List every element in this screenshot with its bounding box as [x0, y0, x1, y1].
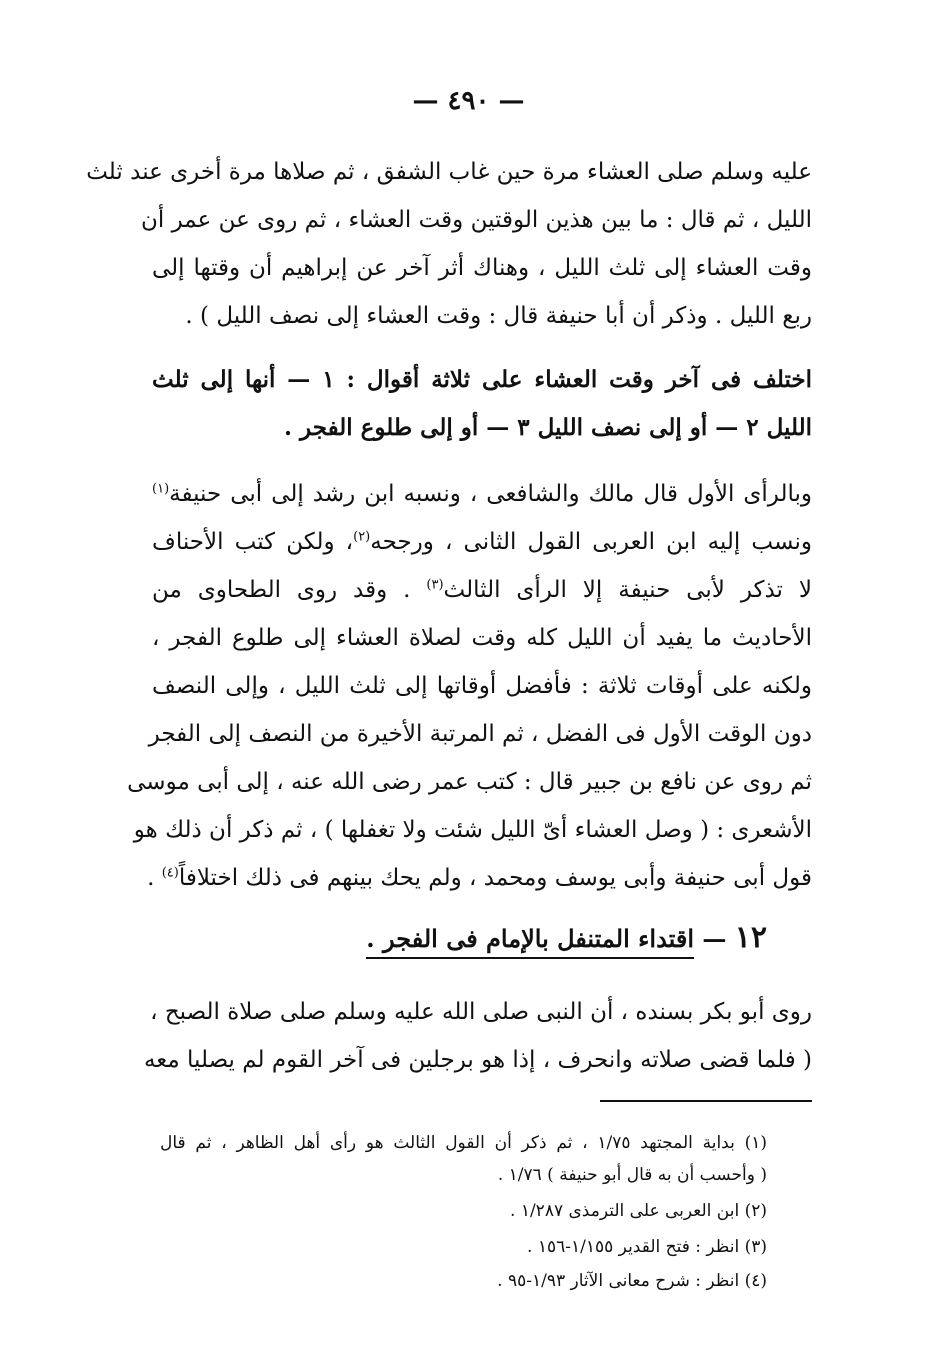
line-text: ، ولكن كتب الأحناف — [152, 529, 354, 555]
paragraph-3 — [127, 470, 813, 902]
text-line — [152, 518, 812, 566]
text-line: دون الوقت الأول فى الفضل ، ثم المرتبة الأخيرة من النصف إلى الفجر — [148, 721, 812, 747]
paragraph-4 — [143, 988, 812, 1084]
text-line: الليل ٢ — أو إلى نصف الليل ٣ — أو إلى طلوع الفجر . — [284, 414, 812, 441]
section-dash: — — [702, 924, 727, 953]
line-text: قول أبى حنيفة وأبى يوسف ومحمد ، ولم يحك بينهم فى ذلك اختلافاً — [178, 865, 812, 891]
text-line: وقت العشاء إلى ثلث الليل ، وهناك أثر آخر عن إبراهيم أن وقتها إلى — [152, 255, 812, 281]
text-line — [147, 854, 812, 902]
section-heading — [366, 920, 767, 966]
footnote-divider — [600, 1100, 812, 1102]
line-text: ونسب إليه ابن العربى القول الثانى ، ورجحه — [370, 529, 813, 555]
paragraph-1 — [86, 148, 812, 340]
footnote-1: (١) بداية المجتهد ١/٧٥ ، ثم ذكر أن القول الثالث هو رأى أهل الظاهر ، ثم قال — [160, 1133, 767, 1153]
footnote-2: (٢) ابن العربى على الترمذى ١/٢٨٧ . — [510, 1201, 767, 1221]
footnote-ref: (٤) — [161, 865, 179, 881]
line-text: . وقد روى الطحاوى من — [152, 577, 427, 603]
text-line: روى أبو بكر بسنده ، أن النبى صلى الله عليه وسلم صلى صلاة الصبح ، — [150, 999, 812, 1025]
section-number: ١٢ — [734, 920, 767, 955]
text-line — [152, 566, 812, 614]
text-line: ثم روى عن نافع بن جبير قال : كتب عمر رضى الله عنه ، إلى أبى موسى — [127, 769, 812, 795]
footnote-ref: (٢) — [353, 529, 371, 545]
footnote-ref: (١) — [152, 481, 170, 497]
text-line: ولكنه على أوقات ثلاثة : فأفضل أوقاتها إلى ثلث الليل ، وإلى النصف — [152, 673, 812, 699]
line-text: لا تذكر لأبى حنيفة إلا الرأى الثالث — [443, 577, 812, 603]
line-text: . — [147, 865, 162, 891]
text-line: الليل ، ثم قال : ما بين هذين الوقتين وقت العشاء ، ثم روى عن عمر أن — [141, 207, 812, 233]
text-line: الأشعرى : ( وصل العشاء أىّ الليل شئت ولا تغفلها ) ، ثم ذكر أن ذلك هو — [133, 817, 812, 843]
text-line — [152, 470, 812, 518]
footnote-4: (٤) انظر : شرح معانى الآثار ١/٩٣-٩٥ . — [497, 1271, 767, 1291]
text-line: عليه وسلم صلى العشاء مرة حين غاب الشفق ، ثم صلاها مرة أخرى عند ثلث — [86, 159, 812, 185]
footnote-3: (٣) انظر : فتح القدير ١/١٥٥-١٥٦ . — [527, 1237, 767, 1257]
footnote-1-cont: ( وأحسب أن به قال أبو حنيفة ) ١/٧٦ . — [497, 1165, 767, 1185]
text-line: اختلف فى آخر وقت العشاء على ثلاثة أقوال : ١ — أنها إلى ثلث — [152, 366, 812, 393]
page-number: — ٤٩٠ — — [412, 86, 525, 116]
line-text: وبالرأى الأول قال مالك والشافعى ، ونسبه ابن رشد إلى أبى حنيفة — [169, 481, 812, 507]
text-line: الأحاديث ما يفيد أن الليل كله وقت لصلاة العشاء إلى طلوع الفجر ، — [152, 625, 812, 651]
footnote-ref: (٣) — [426, 577, 444, 593]
text-line: ( فلما قضى صلاته وانحرف ، إذا هو برجلين فى آخر القوم لم يصليا معه — [143, 1047, 812, 1073]
section-title: اقتداء المتنفل بالإمام فى الفجر . — [366, 924, 694, 959]
paragraph-2 — [152, 356, 812, 452]
text-line: ربع الليل . وذكر أن أبا حنيفة قال : وقت العشاء إلى نصف الليل ) . — [185, 303, 812, 329]
